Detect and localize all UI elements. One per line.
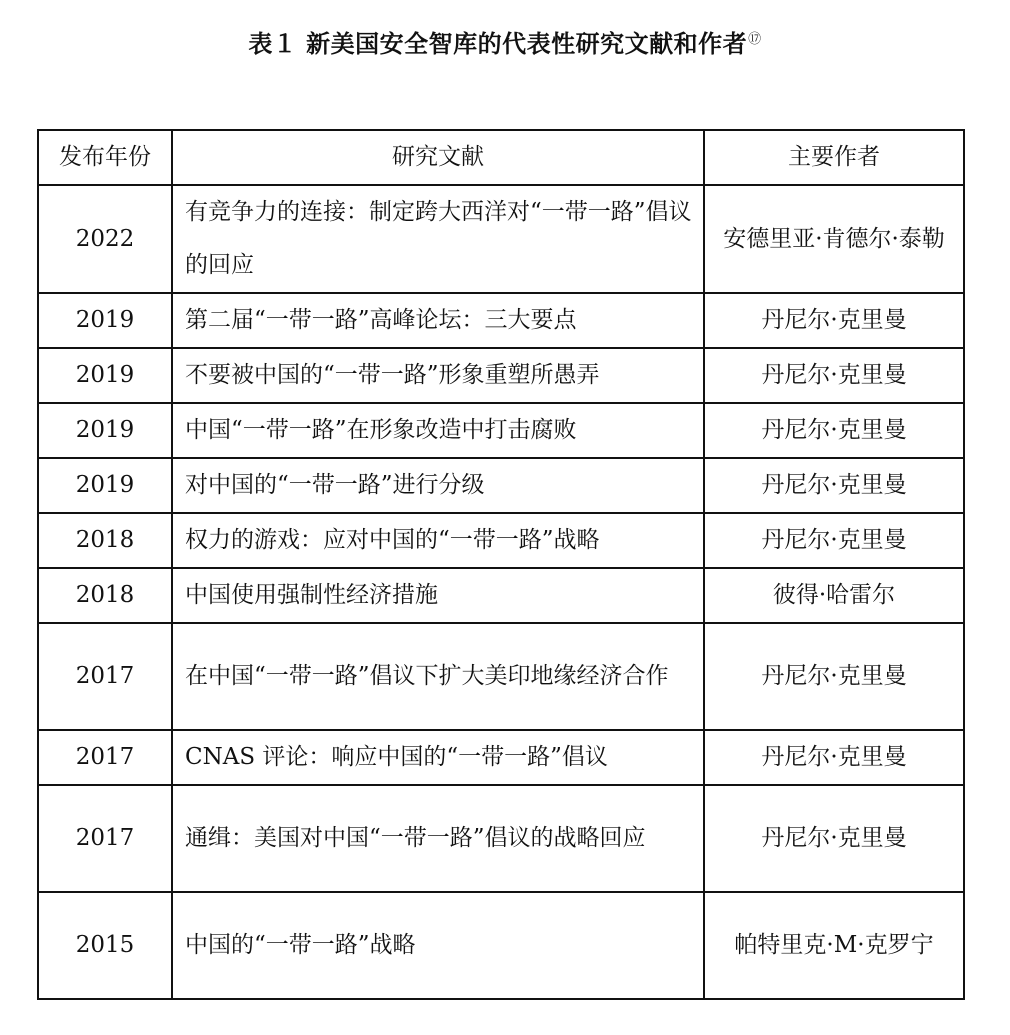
table-row xyxy=(38,513,964,568)
cell-author: 丹尼尔·克里曼 xyxy=(704,730,964,785)
cell-title: 有竞争力的连接：制定跨大西洋对“一带一路”倡议的回应 xyxy=(172,185,704,293)
cell-title: 中国的“一带一路”战略 xyxy=(172,892,704,999)
table-row xyxy=(38,892,964,999)
cell-author: 帕特里克·M·克罗宁 xyxy=(704,892,964,999)
cell-author: 丹尼尔·克里曼 xyxy=(704,785,964,892)
cell-year: 2019 xyxy=(38,458,172,513)
cell-author: 丹尼尔·克里曼 xyxy=(704,348,964,403)
cell-title: 中国“一带一路”在形象改造中打击腐败 xyxy=(172,403,704,458)
header-year: 发布年份 xyxy=(38,130,172,185)
header-row xyxy=(38,130,964,185)
cell-author: 丹尼尔·克里曼 xyxy=(704,458,964,513)
cell-year: 2019 xyxy=(38,293,172,348)
cell-year: 2019 xyxy=(38,348,172,403)
cell-title: 对中国的“一带一路”进行分级 xyxy=(172,458,704,513)
header-author: 主要作者 xyxy=(704,130,964,185)
cell-author: 丹尼尔·克里曼 xyxy=(704,513,964,568)
table-caption xyxy=(0,22,1010,62)
cell-year: 2018 xyxy=(38,568,172,623)
table-row xyxy=(38,623,964,730)
table-row xyxy=(38,348,964,403)
cell-year: 2019 xyxy=(38,403,172,458)
cell-author: 丹尼尔·克里曼 xyxy=(704,403,964,458)
cell-title: 第二届“一带一路”高峰论坛：三大要点 xyxy=(172,293,704,348)
cell-title: 中国使用强制性经济措施 xyxy=(172,568,704,623)
cell-title: 权力的游戏：应对中国的“一带一路”战略 xyxy=(172,513,704,568)
table-row xyxy=(38,185,964,293)
table-row xyxy=(38,293,964,348)
cell-title: 通缉：美国对中国“一带一路”倡议的战略回应 xyxy=(172,785,704,892)
table-row xyxy=(38,730,964,785)
cell-author: 丹尼尔·克里曼 xyxy=(704,623,964,730)
cell-title: 在中国“一带一路”倡议下扩大美印地缘经济合作 xyxy=(172,623,704,730)
table-row xyxy=(38,403,964,458)
caption-text: 表１ 新美国安全智库的代表性研究文献和作者 xyxy=(248,30,748,58)
cell-author: 彼得·哈雷尔 xyxy=(704,568,964,623)
table-row xyxy=(38,785,964,892)
cell-year: 2017 xyxy=(38,730,172,785)
cell-year: 2015 xyxy=(38,892,172,999)
table-row xyxy=(38,568,964,623)
cell-author: 丹尼尔·克里曼 xyxy=(704,293,964,348)
footnote-marker: ⑰ xyxy=(748,32,762,47)
cell-author: 安德里亚·肯德尔·泰勒 xyxy=(704,185,964,293)
table-row xyxy=(38,458,964,513)
cell-year: 2017 xyxy=(38,785,172,892)
research-table xyxy=(37,129,965,1000)
cell-year: 2022 xyxy=(38,185,172,293)
cell-title: 不要被中国的“一带一路”形象重塑所愚弄 xyxy=(172,348,704,403)
cell-title: CNAS 评论：响应中国的“一带一路”倡议 xyxy=(172,730,704,785)
header-title: 研究文献 xyxy=(172,130,704,185)
cell-year: 2018 xyxy=(38,513,172,568)
cell-year: 2017 xyxy=(38,623,172,730)
